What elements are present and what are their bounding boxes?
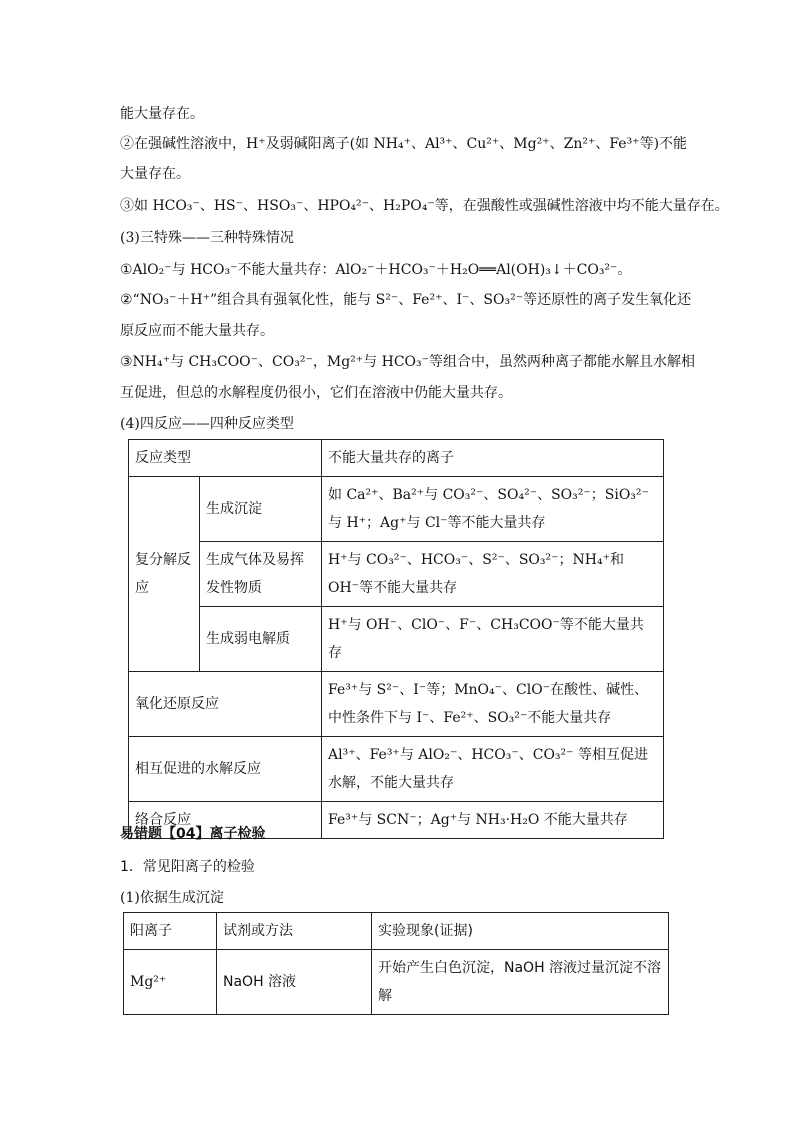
type-cell: 相互促进的水解反应 xyxy=(129,737,322,802)
type-cell: 氧化还原反应 xyxy=(129,672,322,737)
table-row xyxy=(129,737,664,802)
table-header-cell: 不能大量共存的离子 xyxy=(322,440,664,477)
table-row xyxy=(129,477,664,542)
table-row xyxy=(124,950,669,1015)
ions-cell: 如 Ca²⁺、Ba²⁺与 CO₃²⁻、SO₄²⁻、SO₃²⁻；SiO₃²⁻与 H⁺；Ag⁺与 Cl⁻等不能大量共存 xyxy=(322,477,664,542)
section-heading: (4)四反应——四种反应类型 xyxy=(120,416,294,432)
sub-type-cell: 生成弱电解质 xyxy=(200,607,322,672)
paragraph: 互促进，但总的水解程度仍很小，它们在溶液中仍能大量共存。 xyxy=(120,385,512,401)
subheading: (1)依据生成沉淀 xyxy=(120,890,224,906)
paragraph: ②在强碱性溶液中，H⁺及弱碱阳离子(如 NH₄⁺、Al³⁺、Cu²⁺、Mg²⁺、Zn²⁺、Fe³⁺等)不能 xyxy=(120,136,688,152)
sub-type-cell: 生成气体及易挥发性物质 xyxy=(200,542,322,607)
table-header-row xyxy=(124,913,669,950)
reagent-cell: NaOH 溶液 xyxy=(217,950,372,1015)
table-header-cell: 试剂或方法 xyxy=(217,913,372,950)
phenomenon-cell: 开始产生白色沉淀，NaOH 溶液过量沉淀不溶解 xyxy=(372,950,669,1015)
reaction-types-table xyxy=(128,439,664,839)
sub-type-cell: 生成沉淀 xyxy=(200,477,322,542)
table-row xyxy=(129,672,664,737)
type-cell: 络合反应 xyxy=(129,802,322,839)
table-header-cell: 阳离子 xyxy=(124,913,217,950)
section-title: 易错题【04】离子检验 xyxy=(120,826,266,842)
subheading: 1．常见阳离子的检验 xyxy=(120,859,255,875)
group-label: 复分解反应 xyxy=(135,552,191,596)
section-heading: (3)三特殊——三种特殊情况 xyxy=(120,230,294,246)
paragraph: ②“NO₃⁻＋H⁺”组合具有强氧化性，能与 S²⁻、Fe²⁺、I⁻、SO₃²⁻等还原性的离子发生氧化还 xyxy=(120,292,692,308)
table-row xyxy=(129,542,664,607)
ions-cell: H⁺与 OH⁻、ClO⁻、F⁻、CH₃COO⁻等不能大量共存 xyxy=(322,607,664,672)
table-header-cell: 反应类型 xyxy=(129,440,322,477)
paragraph: ③NH₄⁺与 CH₃COO⁻、CO₃²⁻，Mg²⁺与 HCO₃⁻等组合中，虽然两种离子都能水解且水解相 xyxy=(120,354,696,370)
paragraph: 原反应而不能大量共存。 xyxy=(120,323,274,339)
paragraph: ①AlO₂⁻与 HCO₃⁻不能大量共存：AlO₂⁻＋HCO₃⁻＋H₂O══Al(OH)₃↓＋CO₃²⁻。 xyxy=(120,262,632,278)
paragraph: 大量存在。 xyxy=(120,166,190,182)
paragraph: 能大量存在。 xyxy=(120,106,204,122)
ions-cell: Al³⁺、Fe³⁺与 AlO₂⁻、HCO₃⁻、CO₃²⁻ 等相互促进水解，不能大量共存 xyxy=(322,737,664,802)
cation-test-table xyxy=(123,912,669,1015)
cation-cell: Mg²⁺ xyxy=(124,950,217,1015)
ions-cell: Fe³⁺与 SCN⁻；Ag⁺与 NH₃·H₂O 不能大量共存 xyxy=(322,802,664,839)
table-row xyxy=(129,607,664,672)
table-header-row xyxy=(129,440,664,477)
table-header-cell: 实验现象(证据) xyxy=(372,913,669,950)
group-label-cell xyxy=(129,477,200,672)
ions-cell: H⁺与 CO₃²⁻、HCO₃⁻、S²⁻、SO₃²⁻；NH₄⁺和 OH⁻等不能大量共存 xyxy=(322,542,664,607)
paragraph: ③如 HCO₃⁻、HS⁻、HSO₃⁻、HPO₄²⁻、H₂PO₄⁻等，在强酸性或强碱性溶液中均不能大量存在。 xyxy=(120,198,729,214)
ions-cell: Fe³⁺与 S²⁻、I⁻等；MnO₄⁻、ClO⁻在酸性、碱性、中性条件下与 I⁻、Fe²⁺、SO₃²⁻不能大量共存 xyxy=(322,672,664,737)
